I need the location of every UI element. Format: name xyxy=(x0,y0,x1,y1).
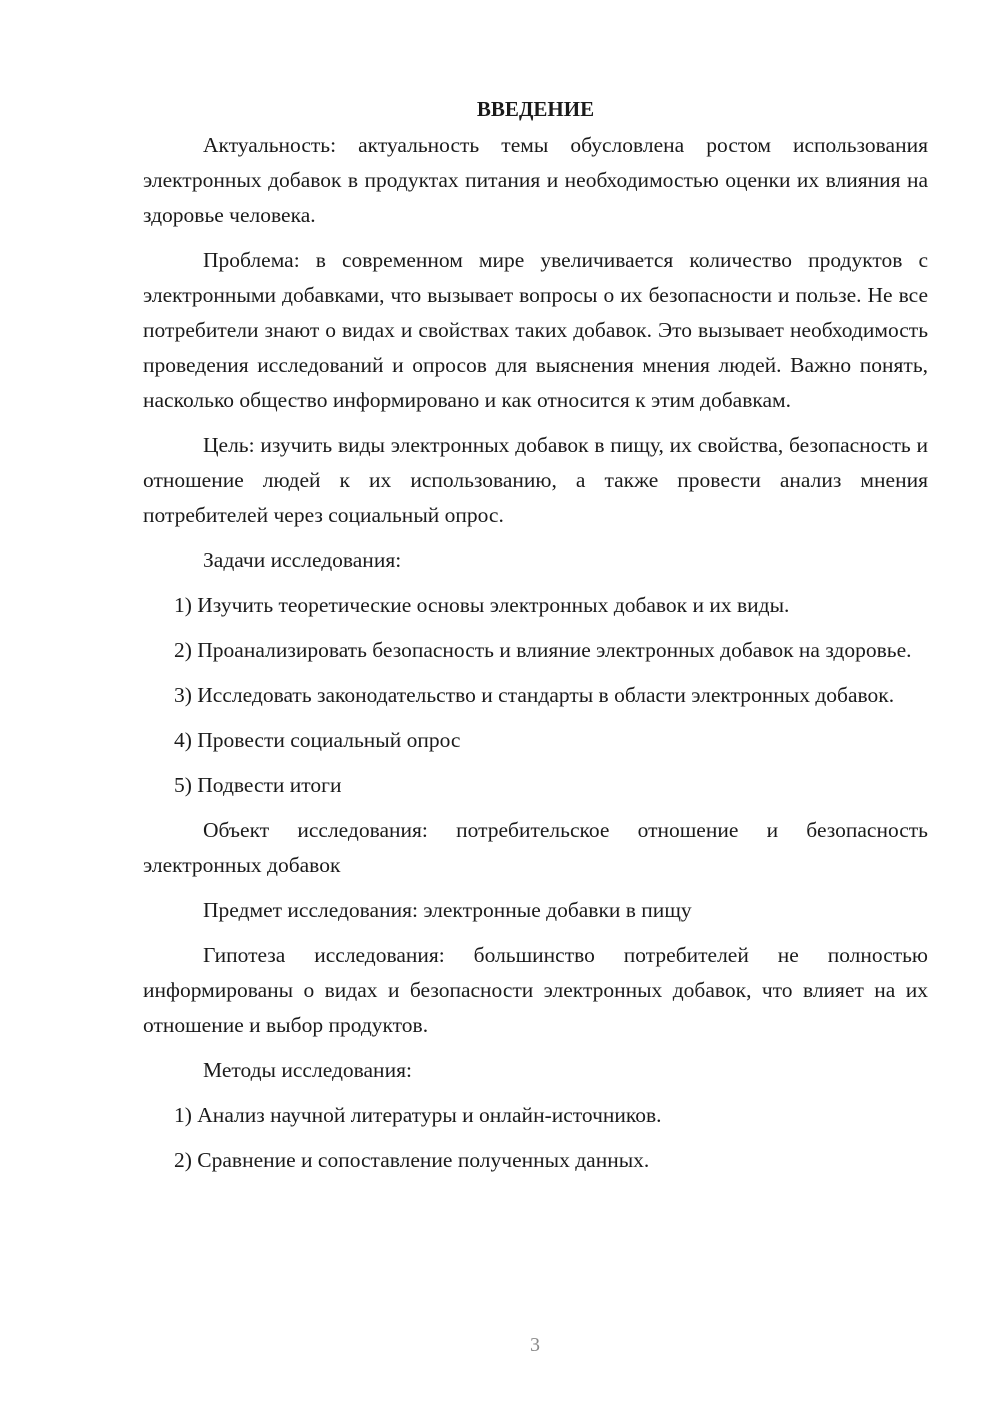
section-title: ВВЕДЕНИЕ xyxy=(476,97,595,121)
paragraph-subject: Предмет исследования: электронные добавки в пищу xyxy=(203,898,692,922)
task-item: 1) Изучить теоретические основы электронных добавок и их виды. xyxy=(174,593,790,617)
page-number: 3 xyxy=(530,1334,540,1356)
method-item: 1) Анализ научной литературы и онлайн-источников. xyxy=(174,1103,662,1127)
document-page xyxy=(143,92,928,1188)
task-item: 5) Подвести итоги xyxy=(174,773,342,797)
methods-heading: Методы исследования: xyxy=(203,1058,412,1082)
paragraph-problem: Проблема: в современном мире увеличивается количество продуктов с электронными добавками, что вызывает вопросы о их безопасности и пользе. Не все потребители знают о видах и свойствах таких добавок. Это вызывает необходимость проведения исследований и опросов для выяснения мнения людей. Важно понять, насколько общество информировано и как относится к этим добавкам. xyxy=(143,248,928,412)
task-item: 3) Исследовать законодательство и стандарты в области электронных добавок. xyxy=(174,683,895,707)
paragraph-object: Объект исследования: потребительское отношение и безопасность электронных добавок xyxy=(143,818,928,877)
task-item: 4) Провести социальный опрос xyxy=(174,728,461,752)
task-item: 2) Проанализировать безопасность и влияние электронных добавок на здоровье. xyxy=(174,638,912,662)
paragraph-hypothesis: Гипотеза исследования: большинство потребителей не полностью информированы о видах и безопасности электронных добавок, что влияет на их отношение и выбор продуктов. xyxy=(143,943,928,1037)
method-item: 2) Сравнение и сопоставление полученных данных. xyxy=(174,1148,650,1172)
paragraph-relevance: Актуальность: актуальность темы обусловлена ростом использования электронных добавок в продуктах питания и необходимостью оценки их влияния на здоровье человека. xyxy=(143,133,928,227)
paragraph-goal: Цель: изучить виды электронных добавок в пищу, их свойства, безопасность и отношение людей к их использованию, а также провести анализ мнения потребителей через социальный опрос. xyxy=(143,433,928,527)
tasks-heading: Задачи исследования: xyxy=(203,548,402,572)
